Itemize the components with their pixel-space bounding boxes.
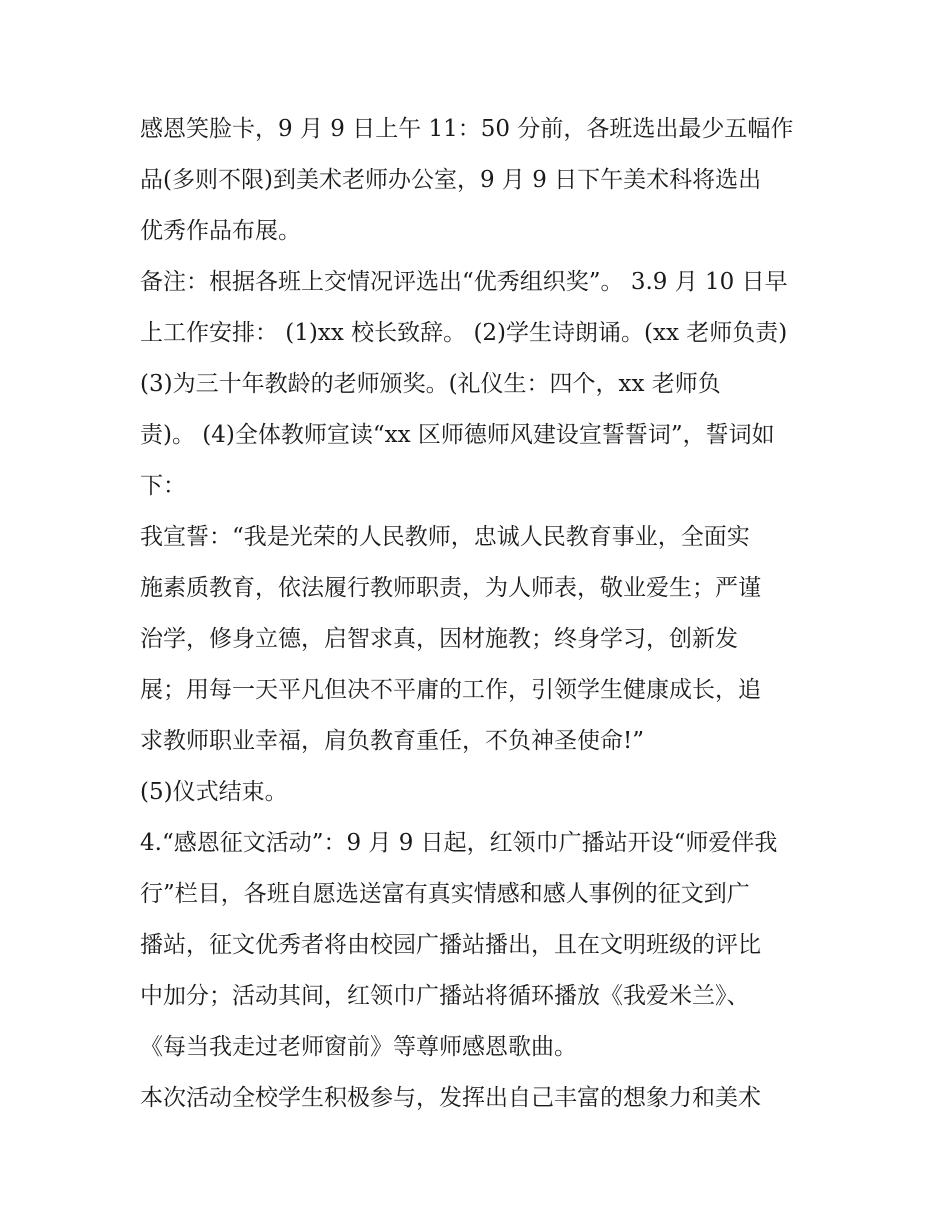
text-line: 下： bbox=[140, 473, 186, 499]
text-line: 本次活动全校学生积极参与，发挥出自己丰富的想象力和美术 bbox=[140, 1085, 761, 1111]
text-line: 4.“感恩征文活动”：9 月 9 日起，红领巾广播站开设“师爱伴我 bbox=[140, 830, 778, 856]
text-line: 责)。 (4)全体教师宣读“xx 区师德师风建设宣誓誓词”，誓词如 bbox=[140, 422, 775, 448]
text-line: 感恩笑脸卡，9 月 9 日上午 11：50 分前，各班选出最少五幅作 bbox=[140, 116, 794, 142]
text-line: 我宣誓：“我是光荣的人民教师，忠诚人民教育事业，全面实 bbox=[140, 524, 750, 550]
document-body bbox=[140, 104, 820, 1124]
text-line: 行”栏目，各班自愿选送富有真实情感和感人事例的征文到广 bbox=[140, 881, 750, 907]
text-line: 品(多则不限)到美术老师办公室，9 月 9 日下午美术科将选出 bbox=[140, 167, 762, 193]
text-line: 上工作安排： (1)xx 校长致辞。 (2)学生诗朗诵。(xx 老师负责) bbox=[140, 320, 788, 346]
text-line: (3)为三十年教龄的老师颁奖。(礼仪生：四个，xx 老师负 bbox=[140, 371, 721, 397]
text-line: 求教师职业幸福，肩负教育重任，不负神圣使命!” bbox=[140, 728, 645, 754]
text-line: 优秀作品布展。 bbox=[140, 218, 301, 244]
text-line: 治学，修身立德，启智求真，因材施教；终身学习，创新发 bbox=[140, 626, 738, 652]
text-line: 播站，征文优秀者将由校园广播站播出，且在文明班级的评比 bbox=[140, 932, 761, 958]
text-line: 展；用每一天平凡但决不平庸的工作，引领学生健康成长，追 bbox=[140, 677, 761, 703]
text-line: 备注：根据各班上交情况评选出“优秀组织奖”。 3.9 月 10 日早 bbox=[140, 269, 788, 295]
text-line: 施素质教育，依法履行教师职责，为人师表，敬业爱生；严谨 bbox=[140, 575, 761, 601]
text-line: (5)仪式结束。 bbox=[140, 779, 288, 805]
text-line: 《每当我走过老师窗前》等尊师感恩歌曲。 bbox=[140, 1034, 577, 1060]
text-line: 中加分；活动其间，红领巾广播站将循环播放《我爱米兰》、 bbox=[140, 983, 750, 1009]
